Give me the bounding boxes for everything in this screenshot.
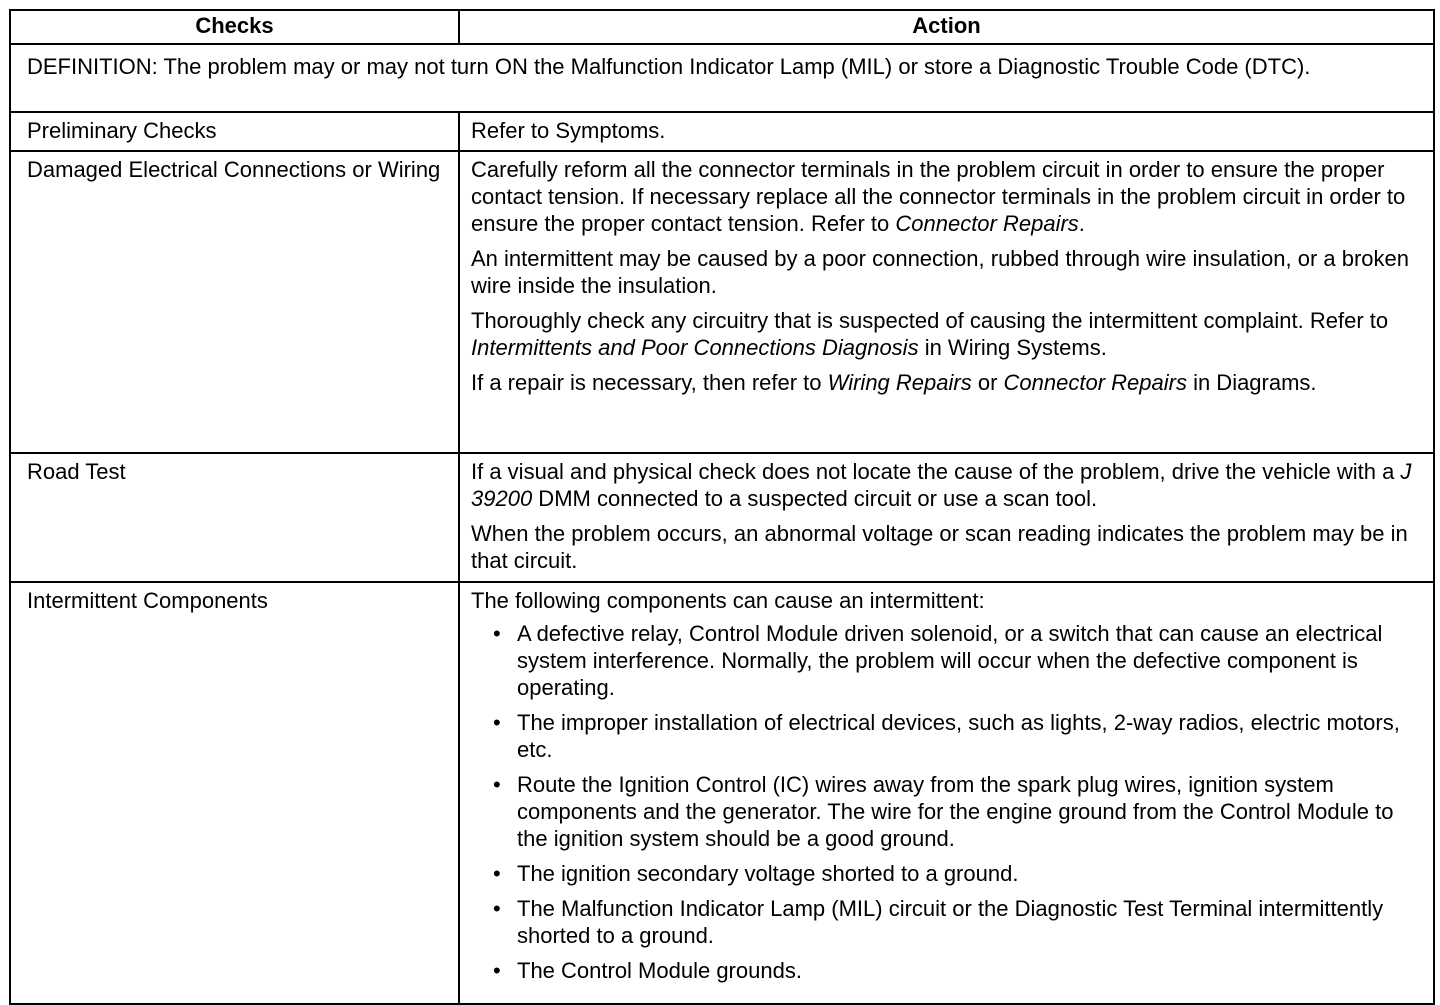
check-intermittent-components: Intermittent Components [10, 582, 459, 1004]
text: If a repair is necessary, then refer to [471, 370, 828, 395]
list-item [493, 860, 1421, 887]
text: DMM connected to a suspected circuit or use a scan tool. [532, 486, 1098, 511]
list-item-text: The Malfunction Indicator Lamp (MIL) circuit or the Diagnostic Test Terminal intermittently shorted to a ground. [517, 896, 1384, 948]
list-item-text: The ignition secondary voltage shorted to a ground. [517, 861, 1019, 886]
list-item [493, 709, 1421, 763]
action-paragraph [471, 307, 1421, 361]
text: or [971, 370, 1004, 395]
diagnostic-table [9, 9, 1435, 1005]
text: . [1078, 211, 1085, 236]
bullet-icon: • [493, 896, 501, 921]
table-row [10, 112, 1434, 151]
bullet-icon: • [493, 772, 501, 797]
text: If a visual and physical check does not locate the cause of the problem, drive the vehicle with a [471, 459, 1401, 484]
action-header: Action [459, 10, 1434, 44]
text: in Diagrams. [1186, 370, 1317, 395]
action-damaged-connections [459, 151, 1434, 453]
bullet-icon: • [493, 861, 501, 886]
list-item [493, 620, 1421, 701]
action-intro: The following components can cause an intermittent: [471, 588, 985, 613]
list-item-text: Route the Ignition Control (IC) wires away from the spark plug wires, ignition system components and the generator. The wire for the engine ground from the Control Module to the ignition system should be a good ground. [517, 772, 1394, 851]
definition-text: DEFINITION: The problem may or may not turn ON the Malfunction Indicator Lamp (MIL) or store a Diagnostic Trouble Code (DTC). [10, 44, 1434, 112]
table-row [10, 582, 1434, 1004]
action-paragraph [471, 369, 1421, 396]
list-item [493, 895, 1421, 949]
action-paragraph: When the problem occurs, an abnormal voltage or scan reading indicates the problem may be in that circuit. [471, 521, 1408, 573]
check-damaged-connections: Damaged Electrical Connections or Wiring [10, 151, 459, 453]
table-row [10, 151, 1434, 453]
text: in Wiring Systems. [918, 335, 1107, 360]
component-list [471, 620, 1421, 984]
bullet-icon: • [493, 621, 501, 646]
list-item [493, 957, 1421, 984]
action-intermittent-components [459, 582, 1434, 1004]
connector-repairs-reference: Connector Repairs [895, 211, 1079, 236]
bullet-icon: • [493, 958, 501, 983]
wiring-repairs-reference: Wiring Repairs [827, 370, 972, 395]
action-paragraph [471, 156, 1421, 237]
check-preliminary: Preliminary Checks [10, 112, 459, 151]
list-item [493, 771, 1421, 852]
check-road-test: Road Test [10, 453, 459, 582]
action-preliminary: Refer to Symptoms. [459, 112, 1434, 151]
table-row [10, 453, 1434, 582]
bullet-icon: • [493, 710, 501, 735]
checks-header: Checks [10, 10, 459, 44]
action-road-test [459, 453, 1434, 582]
definition-row [10, 44, 1434, 112]
text: Thoroughly check any circuitry that is suspected of causing the intermittent complaint. Refer to [471, 308, 1389, 333]
action-paragraph [471, 458, 1421, 512]
intermittents-diagnosis-reference: Intermittents and Poor Connections Diagnosis [471, 335, 919, 360]
list-item-text: A defective relay, Control Module driven solenoid, or a switch that can cause an electrical system interference. Normally, the problem will occur when the defective component is operating. [517, 621, 1383, 700]
action-paragraph: An intermittent may be caused by a poor connection, rubbed through wire insulation, or a broken wire inside the insulation. [471, 246, 1409, 298]
text: Carefully reform all the connector terminals in the problem circuit in order to ensure the proper contact tension. If necessary replace all the connector terminals in the problem circuit in order to ensure the proper contact tension. Refer to [471, 157, 1406, 236]
list-item-text: The improper installation of electrical devices, such as lights, 2-way radios, electric motors, etc. [517, 710, 1400, 762]
connector-repairs-reference: Connector Repairs [1003, 370, 1187, 395]
header-row [10, 10, 1434, 44]
tool-reference: J 39200 [471, 459, 1412, 511]
list-item-text: The Control Module grounds. [517, 958, 802, 983]
